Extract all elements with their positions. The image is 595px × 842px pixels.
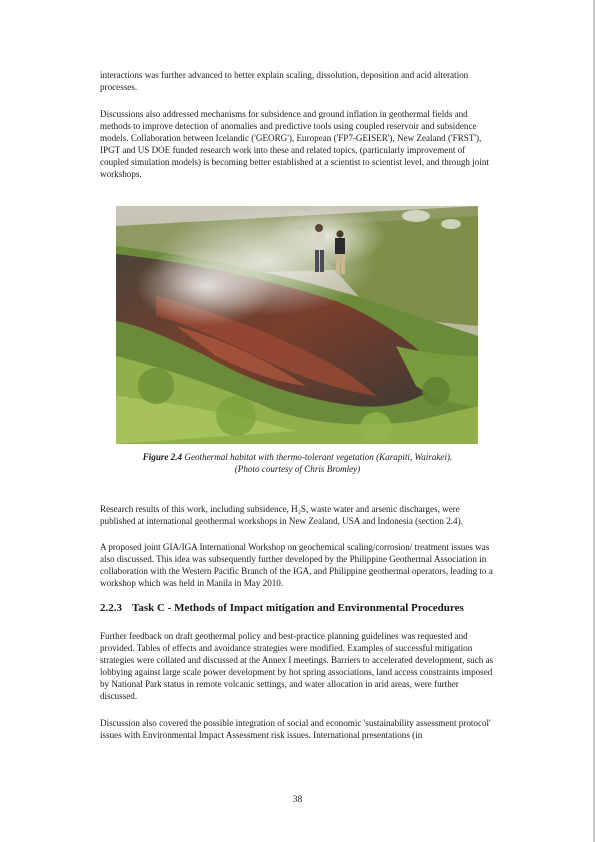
figure-label: Figure 2.4 [142, 452, 183, 462]
figure-caption [100, 451, 495, 475]
paragraph-subsidence: Discussions also addressed mechanisms for subsidence and ground inflation in geothermal fields and methods to improve detection of anomalies and predictive tools using coupled reservoir and subsidence models. Collaboration between Icelandic ('GEORG'), European ('FP7-GEISER'), New Zealand ('FRST'), IPGT and US DOE funded research work into these and related topics, (particularly improvement of coupled simulation models) is becoming better established at a scientist to scientist level, and through joint workshops. [100, 109, 489, 179]
section-heading [100, 601, 520, 615]
figure-credit: (Photo courtesy of Chris Bromley) [234, 464, 361, 474]
section-title: Task C - Methods of Impact mitigation and Environmental Procedures [132, 602, 464, 614]
paragraph-workshop: A proposed joint GIA/IGA International Workshop on geochemical scaling/corrosion/ treatment issues was also discussed. This idea was subsequently further developed by the Philippine Geothermal Association in collaboration with the Western Pacific Branch of the IGA, and Philippine geothermal operators, leading to a workshop which was held in Manila in May 2010. [100, 542, 493, 588]
page-number: 38 [292, 795, 303, 805]
paragraph-sustainability: Discussion also covered the possible integration of social and economic 'sustainability assessment protocol' issues with Environmental Impact Assessment risk issues. International presentations (in [100, 718, 491, 740]
figure-caption-text: Geothermal habitat with thermo-tolerant vegetation (Karapiti, Wairakei). [184, 452, 453, 462]
paragraph-intro: interactions was further advanced to better explain scaling, dissolution, deposition and acid alteration processes. [100, 70, 469, 92]
paragraph-feedback: Further feedback on draft geothermal policy and best-practice planning guidelines was requested and provided. Tables of effects and avoidance strategies were modified. Examples of successful mitigation strategies were collated and discussed at the Annex I meetings. Barriers to accelerated development, such as lobbying against large scale power development by hot spring associations, land access constraints imposed by National Park status in remote volcanic settings, and water allocation in arid areas, were further discussed. [100, 631, 494, 701]
paragraph-research-results: Research results of this work, including subsidence, H₂S, waste water and arsenic discharges, were published at international geothermal workshops in New Zealand, USA and Indonesia (section 2.4). [100, 504, 463, 526]
section-number: 2.2.3 [100, 602, 122, 614]
geothermal-habitat-photo [116, 206, 478, 444]
